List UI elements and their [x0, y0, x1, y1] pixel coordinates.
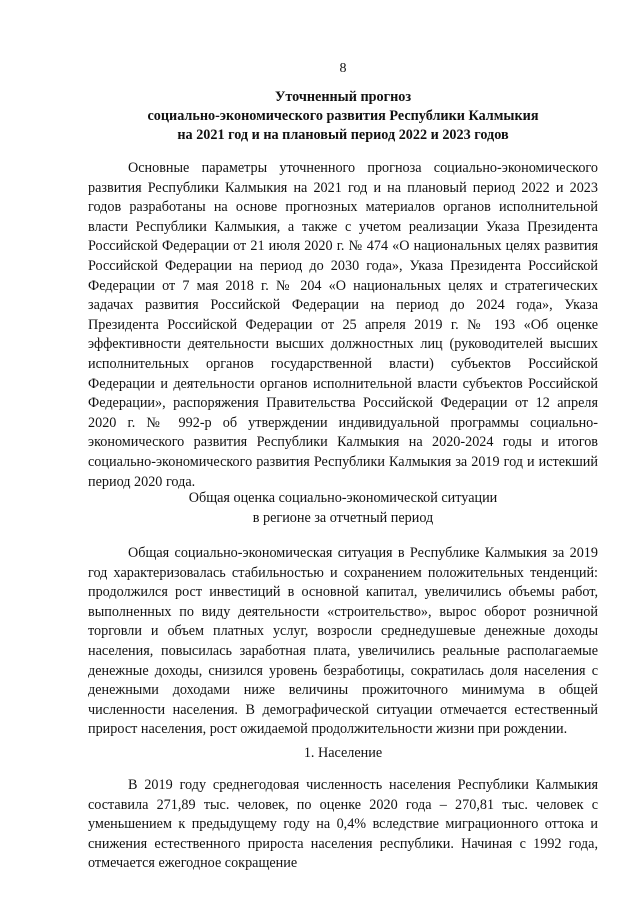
- title-line: Уточненный прогноз: [274, 89, 412, 105]
- population-heading: 1. Население: [303, 745, 383, 761]
- section-heading-line: в регионе за отчетный период: [252, 509, 434, 526]
- population-paragraph: В 2019 году среднегодовая численность населения Республики Калмыкия составила 271,89 тыс. человек, по оценке 2020 года – 270,81 тыс. человек с уменьшением к предыдущему году на 0,4% вследствие миграционного оттока и снижения естественного прироста населения республики. Начиная с 1992 года, отмечается ежегодное сокращение: [88, 777, 598, 872]
- page-number: 8: [339, 61, 347, 76]
- title-line: на 2021 год и на плановый период 2022 и 2023 годов: [177, 127, 509, 143]
- assessment-paragraph: Общая социально-экономическая ситуация в Республике Калмыкия за 2019 год характеризовалась стабильностью и сохранением положительных тенденций: продолжился рост инвестиций в основной капитал, увеличились объемы работ, выполненных по виду деятельности «строительство», вырос оборот розничной торговли и объем платных услуг, возросли среднедушевые денежные доходы населения, повысилась заработная плата, увеличились реальные располагаемые денежные доходы, снизился уровень безработицы, сократилась доля населения с денежными доходами ниже величины прожиточного минимума в общей численности населения. В демографической ситуации отмечается естественный прирост населения, рост ожидаемой продолжительности жизни при рождении.: [88, 545, 598, 738]
- document-title: [88, 88, 598, 145]
- section-heading-line: Общая оценка социально-экономической ситуации: [188, 490, 498, 506]
- title-line: социально-экономического развития Республики Калмыкия: [147, 108, 539, 124]
- section-heading: [88, 489, 598, 528]
- intro-paragraph: Основные параметры уточненного прогноза социально-экономического развития Республики Калмыкия на 2021 год и на плановый период 2022 и 2023 годов разработаны на основе прогнозных материалов органов исполнительной власти Республики Калмыкия, а также с учетом реализации Указа Президента Российской Федерации от 21 июля 2020 г. № 474 «О национальных целях развития Российской Федерации на период до 2030 года», Указа Президента Российской Федерации от 7 мая 2018 г. № 204 «О национальных целях и стратегических задачах развития Российской Федерации на период до 2024 года», Указа Президента Российской Федерации от 25 апреля 2019 г. № 193 «Об оценке эффективности деятельности высших должностных лиц (руководителей высших исполнительных органов государственной власти) субъектов Российской Федерации и деятельности органов исполнительной власти субъектов Российской Федерации», распоряжения Правительства Российской Федерации от 12 апреля 2020 г. № 992-р об утверждении индивидуальной программы социально-экономического развития Республики Калмыкия на 2020-2024 годы и итогов социально-экономического развития Республики Калмыкия за 2019 год и истекший период 2020 года.: [88, 160, 598, 490]
